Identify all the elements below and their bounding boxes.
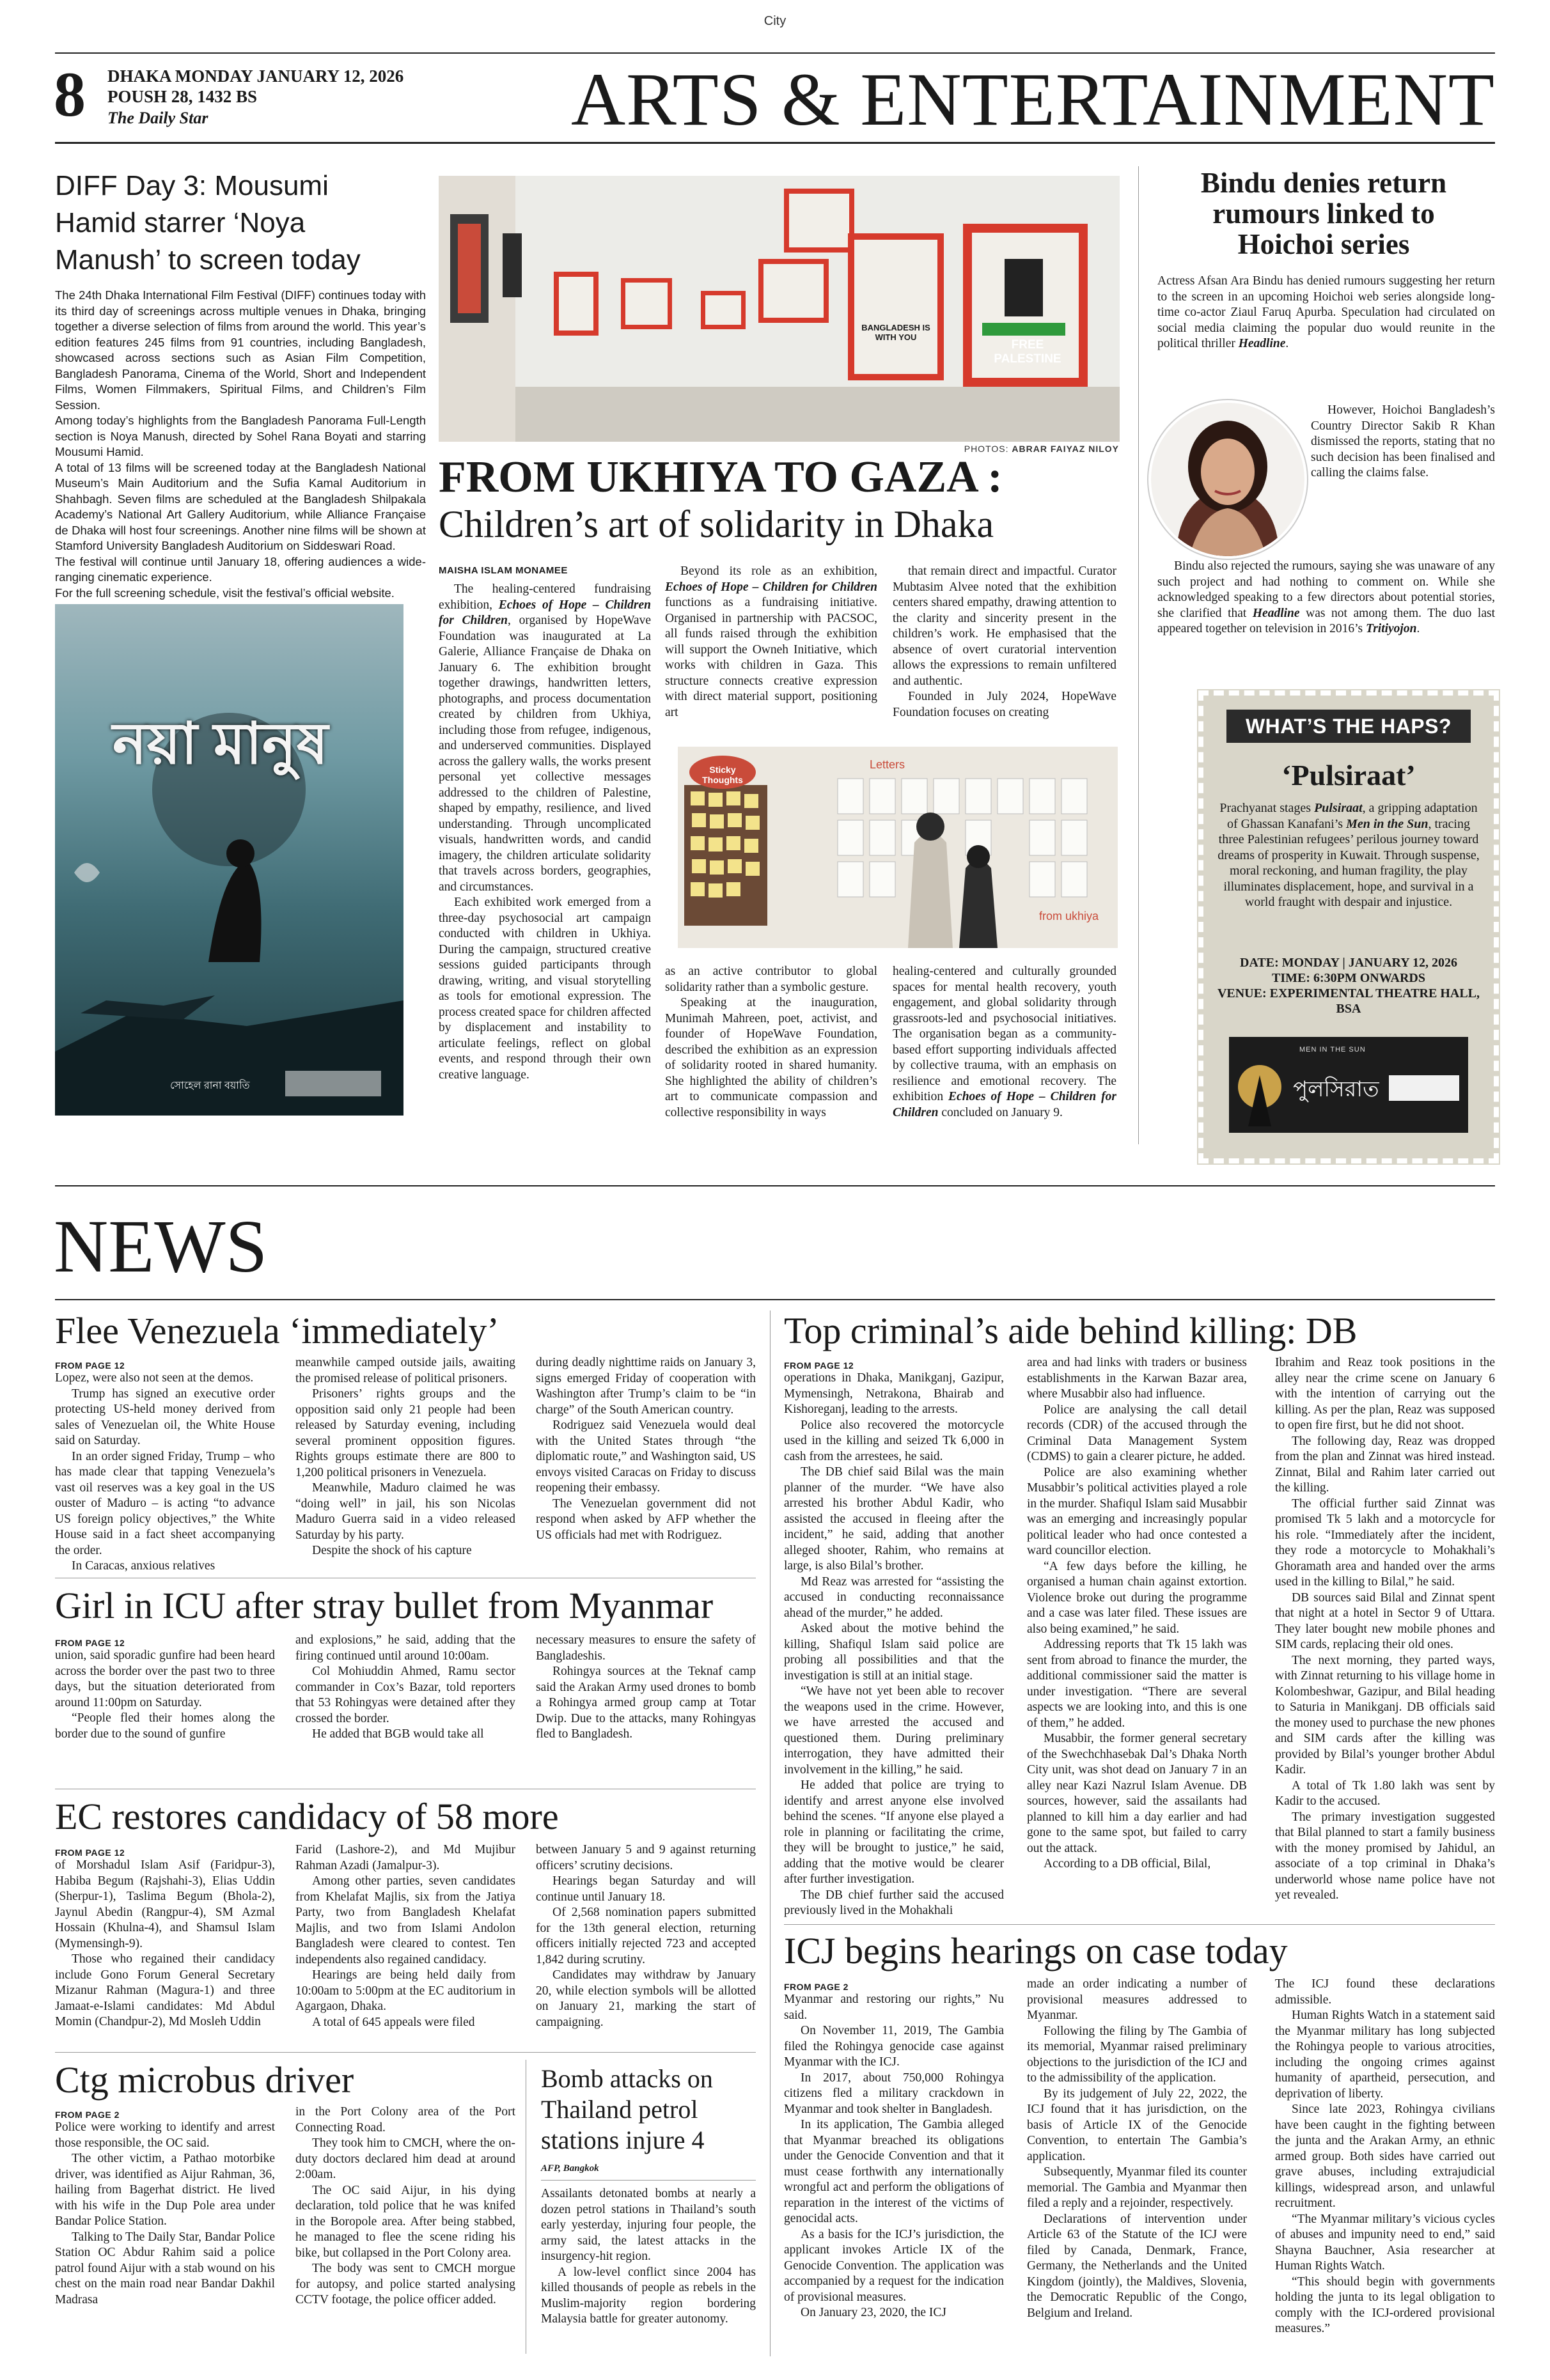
bindu-headline: Bindu denies return rumours linked to Hoichoi series xyxy=(1200,167,1447,260)
ec-col-2: Farid (Lashore-2), and Md Mujibur Rahman Azadi (Jamalpur-3). Among other parties, seven candidates from Khelafat Majlis, six from the Jatiya Party, two from Bangladesh Khelafat Majlis, and two from Islami Andolon Bangladesh were cleared to contest. Ten independents also regained candidacy. Hearings are being held daily from 10:00am to 5:00pm at the EC auditorium in Agargaon, Dhaka. A total of 645 appeals were filed xyxy=(295,1843,515,2029)
photo-credit-label: PHOTOS: xyxy=(964,444,1012,454)
haps-time xyxy=(1215,970,1482,986)
bindu-paragraph-1: Actress Afsan Ara Bindu has denied rumours suggesting her return to the screen in an upcoming Hoichoi web series alongside long-time co-actor Ziaul Faruq Apurba. Speculation had circulated on social media claiming the popular duo would reunite in the political thriller Headline. xyxy=(1157,274,1495,350)
pulsiraat-poster-en: MEN IN THE SUN xyxy=(1299,1046,1366,1054)
icj-jump: FROM PAGE 2 xyxy=(784,1982,849,1992)
haps-venue-value: EXPERIMENTAL THEATRE HALL, BSA xyxy=(1269,986,1480,1016)
icu-col-3: necessary measures to ensure the safety of Bangladeshis. Rohingya sources at the Teknaf camp said the Arakan Army used drones to bomb a Rohingya armed group camp at Totar Dwip. Due to the attacks, many Rohingyas fled to Bangladesh. xyxy=(536,1633,756,1741)
paper-logo: The Daily Star xyxy=(107,109,208,127)
letters-wall-photo xyxy=(678,747,1118,948)
icj-col-2: made an order indicating a number of provisional measures addressed to Myanmar. Following the filing by The Gambia of its memorial, Myanmar raised preliminary objections to the jurisdiction of the ICJ and to the admissibility of the application. By its judgement of July 22, 2022, the ICJ found that it has jurisdiction, on the basis of Article IX of the Genocide Convention, to entertain The Gambia’s application. Subsequently, Myanmar filed its counter memorial. The Gambia and Myanmar then filed a reply and a rejoinder, respectively. Declarations of intervention under Article 63 of the Statute of the ICJ were filed by Canada, Denmark, France, Germany, the Netherlands and the United Kingdom (jointly), the Maldives, Slovenia, the Democratic Republic of the Congo, Belgium and Ireland. xyxy=(1027,1977,1247,2320)
pulsiraat-poster-bn: পুলসিরাত xyxy=(1293,1077,1379,1101)
icj-col-3: The ICJ found these declarations admissible. Human Rights Watch in a statement said the Myanmar military has long subjected the Rohingya people to various atrocities, including the ongoing crimes against humanity of apartheid, persecution, and deprivation of liberty. Since late 2023, Rohingya civilians have been caught in the fighting between the junta and the Arakan Army, an ethnic armed group. Both sides have carried out grave abuses, including extrajudicial killings, widespread arson, and unlawful recruitment. “The Myanmar military’s vicious cycles of abuses and impunity need to end,” said Shayna Bauchner, Asia researcher at Human Rights Watch. “This should begin with governments holding the junta to its legal obligation to comply with the ICJ-ordered provisional measures.” xyxy=(1275,1977,1495,2335)
haps-venue xyxy=(1215,986,1482,1016)
feature-col-2-lower-para: Speaking at the inauguration, Munimah Mahreen, poet, activist, and founder of HopeWave Foundation, described the exhibition as an expression of solidarity rooted in shared humanity. She highlighted the ability of children’s art to communicate compassion and collective responsibility in ways xyxy=(665,996,877,1119)
diff-body xyxy=(55,288,426,633)
news-column-divider xyxy=(770,1311,771,2356)
dateline: DHAKA MONDAY JANUARY 12, 2026 xyxy=(107,66,404,86)
section-label: City xyxy=(763,14,787,28)
art-text-sticky: Sticky Thoughts xyxy=(702,765,743,785)
feature-col-3-para: Founded in July 2024, HopeWave Foundation focuses on creating xyxy=(893,690,1116,719)
icj-headline: ICJ begins hearings on case today xyxy=(784,1930,1288,1972)
bangla-date: POUSH 28, 1432 BS xyxy=(107,87,258,106)
rule xyxy=(784,1924,1495,1925)
feature-subheadline: Children’s art of solidarity in Dhaka xyxy=(439,503,994,545)
icu-col-2: and explosions,” he said, adding that the firing continued until around 10:00am. Col Mohiuddin Ahmed, Ramu sector commander in Cox’s Bazar, told reporters that 53 Rohingyas were detained after they crossed the border. He added that BGB would take all xyxy=(295,1633,515,1741)
ctg-headline: Ctg microbus driver xyxy=(55,2059,354,2101)
thailand-source: AFP, Bangkok xyxy=(541,2163,599,2174)
feature-col-1 xyxy=(439,582,651,1138)
criminal-col-2: area and had links with traders or business establishments in the Karwan Bazar area, where Musabbir also had influence. Police are analysing the call detail records (CDR) of the accused through the Criminal Data Management System (CDMS) to gain a clearer picture, he added. Police are also examining whether Musabbir’s political activities played a role in the murder. Shafiqul Islam said Musabbir was an emerging and increasingly popular political leader who had once contested a ward councillor election. “A few days before the killing, he organised a human chain against extortion. Violence broke out during the programme and a case was later filed. These issues are also being examined,” he said. Addressing reports that Tk 15 lakh was sent from abroad to finance the murder, the additional commissioner said the matter is under investigation. “There are several aspects we are looking into, and this is one of them,” he added. Musabbir, the former general secretary of the Swechchhasebak Dal’s Dhaka North City unit, was shot dead on January 7 in an alley near Kazi Nazrul Islam Avenue. DB sources, however, said the assailants had planned to kill him a day earlier and had gone to the same spot, but failed to carry out the attack. According to a DB official, Bilal, xyxy=(1027,1356,1247,1871)
diff-paragraph: Among today’s highlights from the Bangladesh Panorama Full-Length section is Noya Manush, directed by Sohel Rana Boyati and starring Mousumi Hamid. xyxy=(55,414,426,458)
feature-col-2-lower-para: as an active contributor to global solidarity rather than a symbolic gesture. xyxy=(665,965,877,994)
feature-col-3-lower xyxy=(893,964,1116,1149)
news-bottom-rule xyxy=(55,1299,1495,1300)
gallery-art xyxy=(439,176,1120,442)
feature-col-2 xyxy=(665,564,877,730)
criminal-col-1: operations in Dhaka, Manikganj, Gazipur, Mymensingh, Netrakona, Bhairab and Kishoreganj, leading to the arrests. Police also recovered the motorcycle used in the killing and seized Tk 6,000 in cash from the arrestees, he said. The DB chief said Bilal was the main planner of the murder. “We have also arrested his brother Abdul Kadir, who assisted the accused in fleeing after the incident,” he said, adding that another alleged shooter, Rahim, who remains at large, is also Bilal’s brother. Md Reaz was arrested for “assisting the accused in conducting reconnaissance ahead of the murder,” he added. Asked about the motive behind the killing, Shafiqul Islam said police are probing all possibilities and that the investigation is still at an initial stage. “We have not yet been able to recover the weapons used in the crime. However, we have arrested the accused and questioned them. During preliminary interrogation, they have admitted their involvement in the killing,” he said. He added that police are trying to identify and arrest anyone else involved behind the scenes. “If anyone else played a role in planning or facilitating the crime, they will be brought to justice,” he said, adding that the motive would be clearer after further investigation. The DB chief further said the accused previously lived in the Mohakhali xyxy=(784,1371,1004,1917)
news-top-rule xyxy=(55,1185,1495,1186)
feature-col-3-para: that remain direct and impactful. Curator Mubtasim Alvee noted that the exhibition centers shared empathy, drawing attention to the clarity and sincerity present in the children’s work. He emphasised that the absence of overt curatorial intervention allows the expressions to remain unfiltered and authentic. xyxy=(893,564,1116,688)
criminal-col-3: Ibrahim and Reaz took positions in the alley near the crime scene on January 6 with the intention of carrying out the killing. As per the plan, Reaz was supposed to open fire first, but he did not shoot. The following day, Reaz was dropped from the plan and Zinnat was hired instead. Zinnat, Bilal and Rahim later carried out the killing. The official further said Zinnat was promised Tk 5 lakh and a motorcycle for his role. “Immediately after the incident, they rode a motorcycle to Mohakhali’s Ghoramath area and handed over the arms used in the killing to Bilal,” he said. DB sources said Bilal and Zinnat spent that night at a hotel in Sector 9 of Uttara. They later bought new mobile phones and SIM cards, replacing their old ones. The next morning, they parted ways, with Zinnat returning to his village home in Kolombeshwar, Gazipur, and Bilal heading to Saturia in Manikganj. DB officials said the money used to purchase the new phones and SIM cards after the killing was provided by Bilal’s younger brother Abdul Kadir. A total of Tk 1.80 lakh was sent by Kadir to the accused. The primary investigation suggested that Bilal planned to start a family business with the money promised by Jahidul, an associate of a top criminal in Dhaka’s underworld whose name police have not yet revealed. xyxy=(1275,1356,1495,1902)
art-text-letters: Letters xyxy=(870,758,905,771)
poster-title: নয়া মানুষ xyxy=(113,712,329,776)
feature-col-1-para: The healing-centered fundraising exhibition, Echoes of Hope – Children for Children, organised by HopeWave Foundation was inaugurated at La Galerie, Alliance Française de Dhaka on January 6. The exhibition brought together drawings, handwritten letters, photographs, and process documentation created by children from Ukhiya, including those from refugee, indigenous, and underserved communities. Displayed across the gallery walls, the works present personal yet collective messages addressed to the children of Palestine, shaped by empathy, resilience, and lived understanding. Through uncomplicated visuals, handwritten words, and candid imagery, the children articulate solidarity that travels across borders, geographies, and circumstances. xyxy=(439,582,651,894)
venezuela-jump: FROM PAGE 12 xyxy=(55,1360,125,1371)
criminal-headline: Top criminal’s aide behind killing: DB xyxy=(784,1310,1358,1351)
thailand-headline: Bomb attacks on Thailand petrol stations injure 4 xyxy=(541,2064,713,2154)
haps-badge: WHAT’S THE HAPS? xyxy=(1226,710,1471,743)
diff-headline: DIFF Day 3: Mousumi Hamid starrer ‘Noya Manush’ to screen today xyxy=(55,170,361,276)
feature-col-3 xyxy=(893,564,1116,730)
poster-credit: সোহেল রানা বয়াতি xyxy=(170,1080,250,1091)
venezuela-headline: Flee Venezuela ‘immediately’ xyxy=(55,1310,499,1351)
diff-paragraph: For the full screening schedule, visit the festival’s official website. xyxy=(55,586,395,600)
bindu-paragraph-2: However, Hoichoi Bangladesh’s Country Director Sakib R Khan dismissed the reports, stating that no such decision has been finalised and calling the claims false. xyxy=(1311,403,1495,479)
diff-paragraph: A total of 13 films will be screened today at the Bangladesh National Museum’s Main Auditorium and the Sufia Kamal Auditorium in Shahbagh. Seven films are scheduled at the Bangladesh Shilpakala Academy’s National Art Gallery Auditorium, while Alliance Française de Dhaka will host four screenings. Another nine films will be shown at Stamford University Bangladesh Auditorium on Siddeswari Road. xyxy=(55,460,426,552)
icu-col-1: union, said sporadic gunfire had been heard across the border over the past two to three days, but the situation deteriorated from around 11:00pm on Saturday. “People fled their homes along the border due to the sound of gunfire xyxy=(55,1649,275,1741)
section-title: ARTS & ENTERTAINMENT xyxy=(570,58,1495,141)
top-rule xyxy=(55,52,1495,54)
icj-col-1: Myanmar and restoring our rights,” Nu said. On November 11, 2019, The Gambia filed the Rohingya genocide case against Myanmar with the ICJ. In 2017, about 750,000 Rohingya citizens fled a military crackdown in Myanmar and took shelter in Bangladesh. In its application, The Gambia alleged that Myanmar breached its obligations under the Genocide Convention and that it must cease forthwith any internationally wrongful act and perform the obligations of reparation in the interest of the victims of genocidal acts. As a basis for the ICJ’s jurisdiction, the applicant invokes Article IX of the Genocide Convention. The application was accompanied by a request for the indication of provisional measures. On January 23, 2020, the ICJ xyxy=(784,1993,1004,2319)
feature-headline: FROM UKHIYA TO GAZA : xyxy=(439,453,1003,502)
bindu-top xyxy=(1157,274,1495,401)
ctg-col-1: Police were working to identify and arrest those responsible, the OC said. The other victim, a Pathao motorbike driver, was identified as Aijur Rahman, 36, hailing from Bagerhat district. He lived with his wife in the Dup Pole area under Bandar Police Station. Talking to The Daily Star, Bandar Police Station OC Abdur Rahim said a police patrol found Aijur with a stab wound on his chest on the main road near Bandar Dakhil Madrasa xyxy=(55,2120,275,2306)
art-text-bangladesh: BANGLADESH IS WITH YOU xyxy=(861,323,930,342)
haps-date xyxy=(1215,955,1482,970)
ec-headline: EC restores candidacy of 58 more xyxy=(55,1796,559,1837)
venezuela-col-3: during deadly nighttime raids on January 3, signs emerged Friday of cooperation with Washington after Trump’s claim to be “in charge” of the South American country. Rodriguez said Venezuela would deal with the United States through “the diplomatic route,” and Washington said, US envoys visited Caracas on Friday to discuss reopening their embassy. The Venezuelan government did not respond when asked by AFP whether the US officials had met with Rodriguez. xyxy=(536,1356,756,1542)
feature-byline: MAISHA ISLAM MONAMEE xyxy=(439,565,568,576)
news-section-title: NEWS xyxy=(54,1204,268,1288)
ctg-col-2: in the Port Colony area of the Port Connecting Road. They took him to CMCH, where the on-duty doctors declared him dead at around 2:00am. The OC said Aijur, in his dying declaration, told police that he was knifed in the Boropole area. After being stabbed, he managed to flee the scene riding his bike, but collapsed in the Port Colony area. The body was sent to CMCH morgue for autopsy, and police started analysing CCTV footage, the police officer added. xyxy=(295,2105,515,2306)
criminal-jump: FROM PAGE 12 xyxy=(784,1360,854,1371)
bindu-photo xyxy=(1151,403,1304,556)
haps-description: Prachyanat stages Pulsiraat, a gripping adaptation of Ghassan Kanafani’s Men in the Sun, tracing three Palestinian refugees’ perilous journey toward dreams of prosperity in Kuwait. Through suspense, moral reckoning, and human fragility, the play illuminates displacement, hope, and survival in a world fraught with despair and injustice. xyxy=(1217,801,1480,909)
icu-jump: FROM PAGE 12 xyxy=(55,1638,125,1648)
bindu-bottom xyxy=(1157,559,1495,655)
rule xyxy=(541,2180,756,2181)
poster-art xyxy=(55,604,403,1116)
haps-time-label: TIME: xyxy=(1272,971,1310,985)
art-text-from-ukhiya: from ukhiya xyxy=(1039,910,1099,922)
feature-col-2-para: Beyond its role as an exhibition, Echoes of Hope – Children for Children functions as a fundraising initiative. Organised in partnership with PACSOC, all funds raised through the exhibition will support the Owneh Initiative, which works with children in Gaza. This structure connects creative expression with direct material support, positioning art xyxy=(665,564,877,719)
diff-paragraph: The 24th Dhaka International Film Festival (DIFF) continues today with its third day of screenings across multiple venues in Dhaka, bringing together a diverse selection of films from around the world. This year’s edition features 245 films from 91 countries, including Bangladesh, showcased across sections such as Asian Film Competition, Bangladesh Panorama, Cinema of the World, Short and Independent Films, Women Filmmakers, Spiritual Films, and Children’s Film Session. xyxy=(55,288,426,412)
ec-col-3: between January 5 and 9 against returning officers’ scrutiny decisions. Hearings began Saturday and will continue until January 18. Of 2,568 nomination papers submitted for the 13th general election, returning officers initially rejected 723 and accepted 1,842 during scrutiny. Candidates may withdraw by January 20, while election symbols will be allotted on January 21, marking the start of campaigning. xyxy=(536,1843,756,2029)
bindu-portrait xyxy=(1151,403,1304,556)
bindu-wrap xyxy=(1311,403,1495,556)
ec-col-1: of Morshadul Islam Asif (Faridpur-3), Habiba Begum (Rajshahi-3), Elias Uddin (Sherpur-1), Taslima Begum (Bhola-2), Jaynul Abedin (Rangpur-4), SM Azmal Hossain (Khulna-4), and Shamsul Islam (Mymensingh-9). Those who regained their candidacy include Gono Forum General Secretary Mizanur Rahman (Magura-1) and three Jamaat-e-Islami candidates: Md Abdul Momin (Chandpur-2), Md Mosleh Uddin xyxy=(55,1858,275,2028)
ec-jump: FROM PAGE 12 xyxy=(55,1847,125,1858)
ctg-jump: FROM PAGE 2 xyxy=(55,2110,120,2120)
feature-col-2-lower xyxy=(665,964,877,1149)
noya-manush-poster xyxy=(55,604,403,1116)
haps-details xyxy=(1215,955,1482,1016)
haps-date-value: MONDAY | JANUARY 12, 2026 xyxy=(1281,956,1457,970)
haps-box xyxy=(1198,690,1499,1163)
bindu-paragraph-3: Bindu also rejected the rumours, saying she was unaware of any such project and had nothing to comment on. While she acknowledged speaking to a few directors about potential stories, she clarified that Headline was not among them. The duo last appeared together on television in 2016’s Tritiyojon. xyxy=(1157,559,1495,635)
haps-title: ‘Pulsiraat’ xyxy=(1281,759,1416,791)
thailand-body: Assailants detonated bombs at nearly a dozen petrol stations in Thailand’s south early yesterday, injuring four people, the army said, the latest attacks in the insurgency-hit region. A low-level conflict since 2004 has killed thousands of people as rebels in the Muslim-majority region bordering Malaysia battle for greater autonomy. xyxy=(541,2187,756,2326)
diff-paragraph: The festival will continue until January 18, offering audiences a wide-ranging cinematic experience. xyxy=(55,554,426,584)
art-text-free-palestine: FREE PALESTINE xyxy=(994,338,1061,366)
pulsiraat-poster xyxy=(1229,1037,1468,1133)
venezuela-col-2: meanwhile camped outside jails, awaiting the promised release of political prisoners. Prisoners’ rights groups and the opposition said only 21 people had been released by Saturday evening, including several prominent opposition figures. Rights groups estimate there are 800 to 1,200 political prisoners in Venezuela. Meanwhile, Maduro claimed he was “doing well” in jail, his son Nicolas Maduro Guerra said in a video released Saturday by his party. Despite the shock of his capture xyxy=(295,1356,515,1557)
column-divider xyxy=(1138,166,1139,1144)
haps-time-value: 6:30PM ONWARDS xyxy=(1313,971,1425,985)
masthead-rule xyxy=(55,142,1495,144)
feature-col-1-para: Each exhibited work emerged from a three-day psychosocial art campaign conducted with children in Ukhiya. During the campaign, structured creative sessions guided participants through drawing, writing, and visual storytelling as tools for emotional expression. The process created space for children affected by displacement and instability to articulate feelings, reflect on global events, and respond through their own creative language. xyxy=(439,896,651,1082)
feature-col-3-lower-para: healing-centered and culturally grounded spaces for mental health recovery, youth engagement, and global solidarity through grassroots-led and psychosocial initiatives. The organisation began as a community-based effort supporting individuals affected by collective trauma, with an emphasis on resilience and emotional recovery. The exhibition Echoes of Hope – Children for Children concluded on January 9. xyxy=(893,965,1116,1119)
icu-headline: Girl in ICU after stray bullet from Myanmar xyxy=(55,1585,714,1626)
page-number: 8 xyxy=(54,59,86,130)
haps-venue-label: VENUE: xyxy=(1217,986,1267,1000)
photo-credit-name: ABRAR FAIYAZ NILOY xyxy=(1012,444,1119,454)
gallery-photo xyxy=(439,176,1120,442)
rule xyxy=(55,2052,756,2053)
venezuela-story xyxy=(55,1311,755,1351)
haps-date-label: DATE: xyxy=(1240,956,1279,970)
venezuela-col-1: Lopez, were also not seen at the demos. Trump has signed an executive order protecting US-held money derived from sales of Venezuelan oil, the White House said on Saturday. In an order signed Friday, Trump – who has made clear that tapping Venezuela’s vast oil reserves was a key goal in the US ouster of Maduro – is acting “to advance US foreign policy objectives,” the White House said in a fact sheet accompanying the order. In Caracas, anxious relatives xyxy=(55,1371,275,1573)
